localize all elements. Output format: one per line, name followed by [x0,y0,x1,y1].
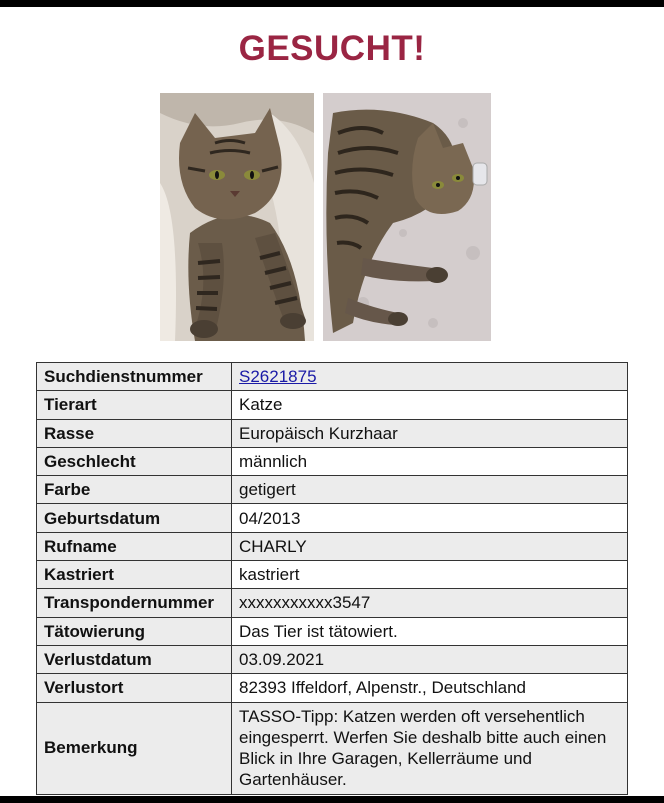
value-geburtsdatum: 04/2013 [232,504,628,532]
value-geschlecht: männlich [232,447,628,475]
label-taetowierung: Tätowierung [37,617,232,645]
label-kastriert: Kastriert [37,561,232,589]
label-geburtsdatum: Geburtsdatum [37,504,232,532]
label-bemerkung: Bemerkung [37,702,232,794]
value-rufname: CHARLY [232,532,628,560]
wanted-poster [0,7,664,796]
table-row [37,617,628,645]
suchdienstnummer-link[interactable]: S2621875 [239,367,317,387]
cat-photo-1 [160,93,314,341]
table-row [37,476,628,504]
label-rufname: Rufname [37,532,232,560]
label-tierart: Tierart [37,391,232,419]
table-row [37,532,628,560]
label-suchdienstnummer: Suchdienstnummer [37,363,232,391]
table-row [37,561,628,589]
value-verlustdatum: 03.09.2021 [232,645,628,673]
label-verlustdatum: Verlustdatum [37,645,232,673]
cat-photo-icon [323,93,491,341]
value-bemerkung: TASSO-Tipp: Katzen werden oft versehentlich eingesperrt. Werfen Sie deshalb bitte auch einen Blick in Ihre Garagen, Kellerräume und Gartenhäuser. [232,702,628,794]
value-taetowierung: Das Tier ist tätowiert. [232,617,628,645]
table-row [37,589,628,617]
table-row [37,363,628,391]
page-title: GESUCHT! [238,29,426,68]
label-verlustort: Verlustort [37,674,232,702]
value-kastriert: kastriert [232,561,628,589]
cat-photo-2 [323,93,491,341]
table-row [37,645,628,673]
table-row [37,391,628,419]
value-verlustort: 82393 Iffeldorf, Alpenstr., Deutschland [232,674,628,702]
label-geschlecht: Geschlecht [37,447,232,475]
pet-info-table [36,362,628,795]
table-row [37,674,628,702]
value-transpondernummer: xxxxxxxxxxx3547 [232,589,628,617]
value-rasse: Europäisch Kurzhaar [232,419,628,447]
value-suchdienstnummer [232,363,628,391]
value-tierart: Katze [232,391,628,419]
table-row [37,702,628,794]
cat-photo-icon [160,93,314,341]
label-farbe: Farbe [37,476,232,504]
table-row [37,419,628,447]
value-farbe: getigert [232,476,628,504]
table-row [37,447,628,475]
table-row [37,504,628,532]
label-rasse: Rasse [37,419,232,447]
label-transpondernummer: Transpondernummer [37,589,232,617]
